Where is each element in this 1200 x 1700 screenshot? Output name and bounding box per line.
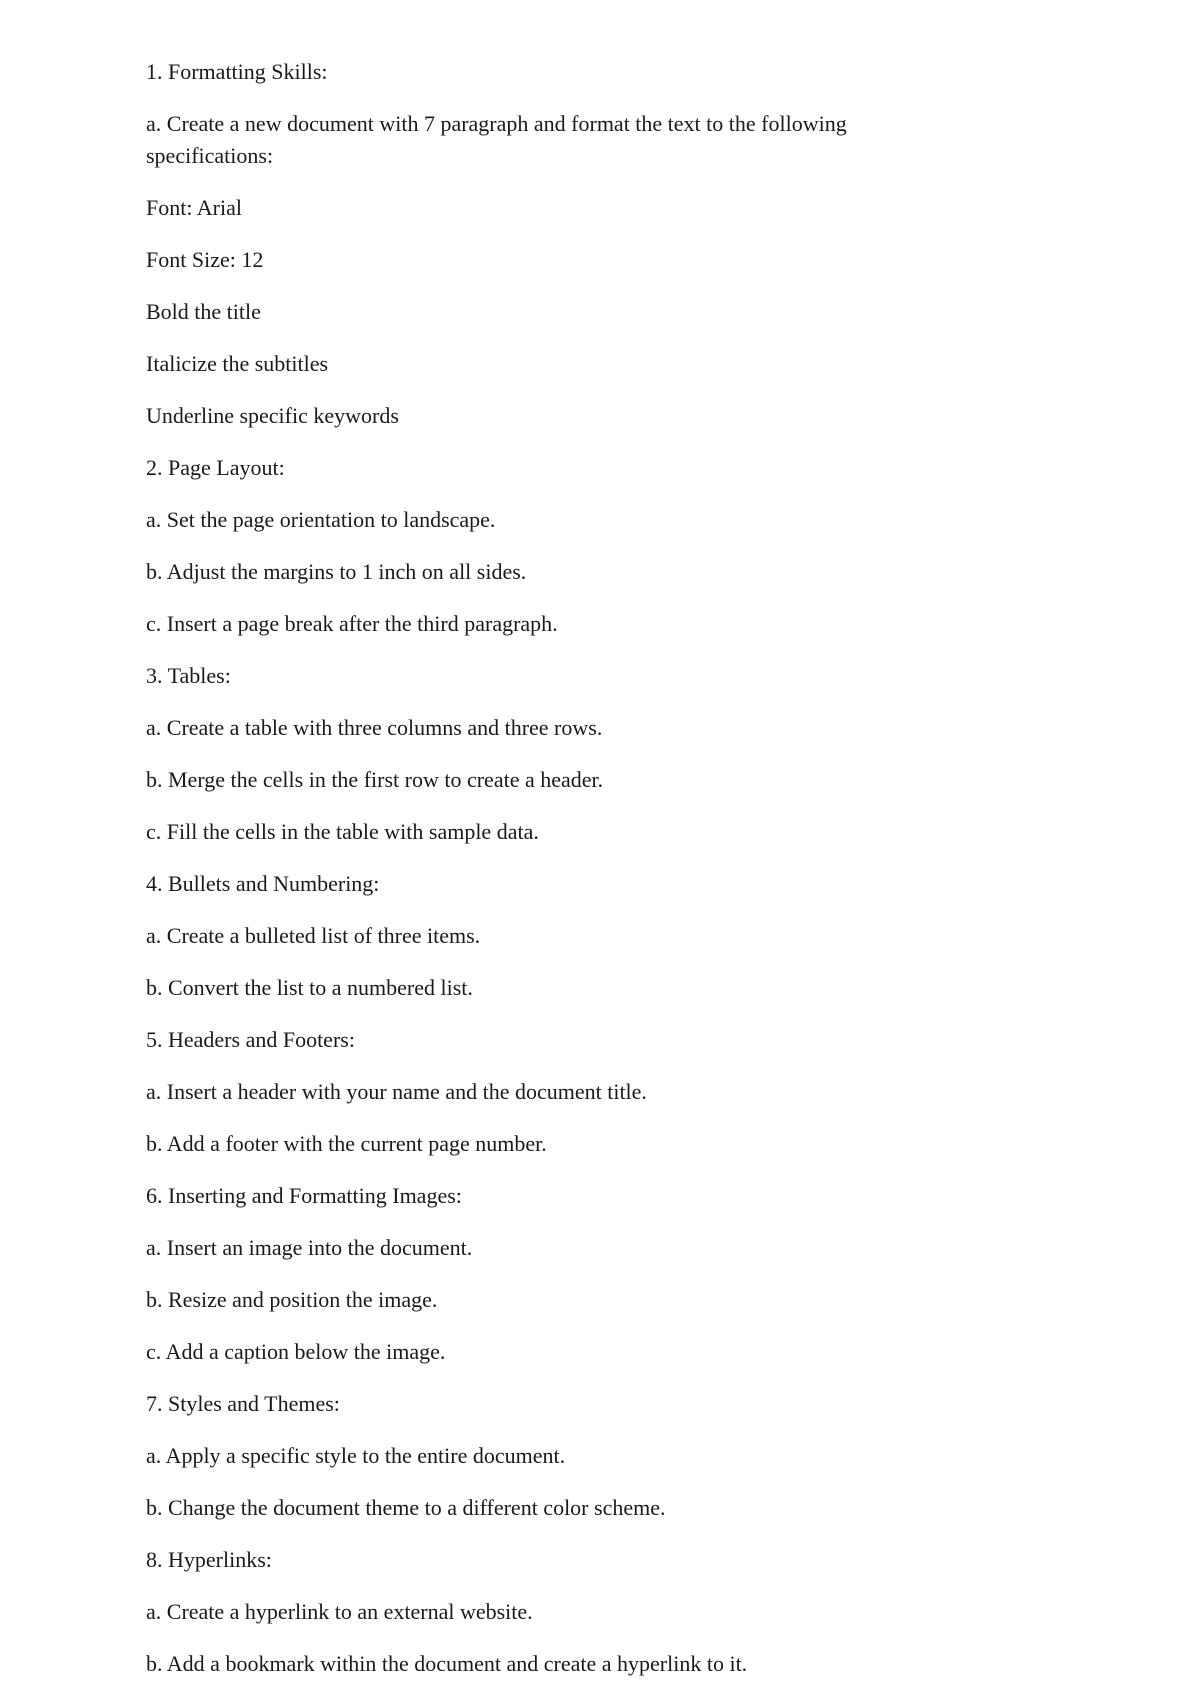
task-insert-header: a. Insert a header with your name and the document title. [146,1079,647,1104]
task-change-theme: b. Change the document theme to a different color scheme. [146,1495,666,1520]
task-merge-cells: b. Merge the cells in the first row to create a header. [146,767,604,792]
spec-underline-keywords: Underline specific keywords [146,403,399,428]
section-heading-page-layout: 2. Page Layout: [146,455,285,480]
task-apply-style: a. Apply a specific style to the entire document. [146,1443,566,1468]
task-create-table: a. Create a table with three columns and three rows. [146,715,603,740]
task-page-orientation: a. Set the page orientation to landscape. [146,507,496,532]
spec-font: Font: Arial [146,195,242,220]
task-fill-cells: c. Fill the cells in the table with sample data. [146,819,539,844]
section-heading-hyperlinks: 8. Hyperlinks: [146,1547,272,1572]
task-adjust-margins: b. Adjust the margins to 1 inch on all sides. [146,559,527,584]
section-heading-tables: 3. Tables: [146,663,231,688]
section-heading-formatting-skills: 1. Formatting Skills: [146,59,328,84]
task-create-document: a. Create a new document with 7 paragraph and format the text to the following specifications: [146,111,847,168]
section-heading-styles-themes: 7. Styles and Themes: [146,1391,340,1416]
task-add-footer: b. Add a footer with the current page number. [146,1131,547,1156]
section-heading-images: 6. Inserting and Formatting Images: [146,1183,462,1208]
document-body [146,56,966,1700]
section-heading-bullets-numbering: 4. Bullets and Numbering: [146,871,380,896]
task-bookmark-hyperlink: b. Add a bookmark within the document and create a hyperlink to it. [146,1651,748,1676]
task-resize-image: b. Resize and position the image. [146,1287,438,1312]
task-insert-image: a. Insert an image into the document. [146,1235,473,1260]
task-add-caption: c. Add a caption below the image. [146,1339,446,1364]
task-page-break: c. Insert a page break after the third paragraph. [146,611,558,636]
task-external-hyperlink: a. Create a hyperlink to an external website. [146,1599,533,1624]
spec-italicize-subtitles: Italicize the subtitles [146,351,329,376]
section-heading-headers-footers: 5. Headers and Footers: [146,1027,355,1052]
spec-bold-title: Bold the title [146,299,261,324]
task-numbered-list: b. Convert the list to a numbered list. [146,975,473,1000]
spec-font-size: Font Size: 12 [146,247,264,272]
task-bulleted-list: a. Create a bulleted list of three items. [146,923,481,948]
